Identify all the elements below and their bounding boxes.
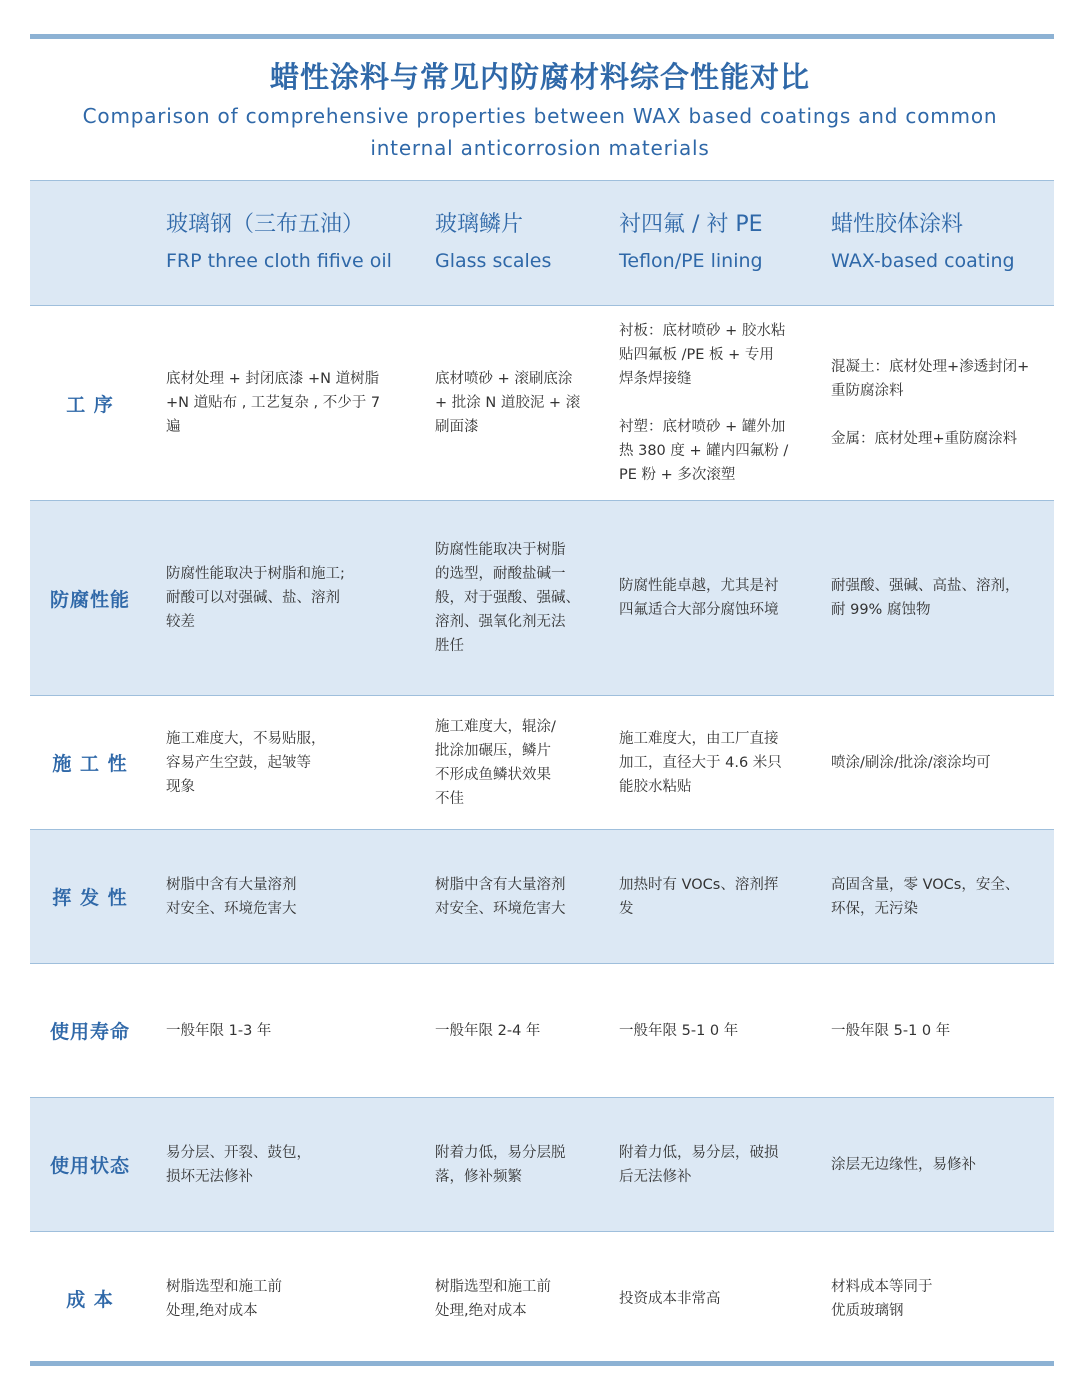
row-label: 挥 发 性	[52, 887, 128, 909]
column-header-teflon-pe	[619, 181, 819, 305]
table-cell: 底材喷砂 + 滚刷底涂 + 批涂 N 道胶泥 + 滚 刷面漆	[435, 371, 581, 435]
table-cell: 一般年限 5-1 0 年	[619, 1022, 739, 1039]
comparison-table	[30, 180, 1054, 1365]
column-header-glass-scales	[435, 181, 605, 305]
table-cell: 施工难度大，由工厂直接 加工，直径大于 4.6 米只 能胶水粘贴	[619, 730, 782, 795]
table-cell: 涂层无边缘性，易修补	[831, 1156, 976, 1173]
row-label: 使用寿命	[49, 1021, 130, 1043]
table-row-cost	[30, 1231, 1054, 1365]
column-header-frp	[166, 181, 416, 305]
column-header-en: Teflon/PE lining	[619, 250, 763, 272]
table-row-service-life	[30, 963, 1054, 1097]
header-corner	[30, 181, 150, 305]
top-rule	[30, 34, 1054, 39]
page-subtitle: Comparison of comprehensive properties between WAX based coatings and common internal anticorrosion materials	[82, 104, 998, 160]
table-row-usage-state	[30, 1097, 1054, 1231]
row-label: 防腐性能	[49, 588, 130, 611]
table-cell: 一般年限 1-3 年	[166, 1022, 272, 1039]
column-header-zh: 玻璃鳞片	[435, 212, 524, 237]
row-label: 使用状态	[49, 1155, 130, 1177]
table-cell: 施工难度大，不易贴服， 容易产生空鼓，起皱等 现象	[166, 730, 326, 795]
column-header-zh: 蜡性胶体涂料	[831, 212, 964, 237]
table-cell: 施工难度大，辊涂/ 批涂加碾压，鳞片 不形成鱼鳞状效果 不佳	[435, 718, 556, 807]
table-cell: 易分层、开裂、鼓包， 损坏无法修补	[166, 1144, 311, 1185]
table-cell: 混凝土：底材处理+渗透封闭+ 重防腐涂料 金属：底材处理+重防腐涂料	[831, 359, 1030, 447]
column-header-en: Glass scales	[435, 250, 552, 272]
table-header-row	[30, 180, 1054, 305]
table-cell: 一般年限 2-4 年	[435, 1022, 541, 1039]
row-label: 工 序	[66, 393, 114, 416]
table-cell: 防腐性能取决于树脂和施工; 耐酸可以对强碱、盐、溶剂 较差	[166, 566, 345, 630]
column-header-wax-coating	[831, 181, 1051, 305]
table-cell: 树脂选型和施工前 处理,绝对成本	[166, 1278, 282, 1319]
table-cell: 一般年限 5-1 0 年	[831, 1022, 951, 1039]
row-label: 成 本	[66, 1289, 114, 1311]
bottom-rule	[30, 1361, 1054, 1366]
table-row-anticorrosion	[30, 500, 1054, 695]
table-cell: 投资成本非常高	[619, 1290, 721, 1307]
table-cell: 附着力低，易分层脱 落，修补频繁	[435, 1144, 566, 1185]
table-cell: 材料成本等同于 优质玻璃钢	[831, 1278, 933, 1319]
column-header-zh: 玻璃钢（三布五油）	[166, 212, 365, 237]
table-row-process	[30, 305, 1054, 500]
column-header-en: FRP three cloth fifive oil	[166, 250, 392, 272]
table-cell: 高固含量，零 VOCs，安全、 环保，无污染	[831, 876, 1020, 917]
table-cell: 喷涂/刷涂/批涂/滚涂均可	[831, 754, 991, 771]
table-cell: 耐强酸、强碱、高盐、溶剂， 耐 99% 腐蚀物	[831, 578, 1020, 618]
table-cell: 底材处理 + 封闭底漆 +N 道树脂 +N 道贴布 , 工艺复杂 , 不少于 7 遍	[166, 371, 381, 435]
table-cell: 加热时有 VOCs、溶剂挥 发	[619, 876, 779, 917]
table-cell: 树脂中含有大量溶剂 对安全、环境危害大	[166, 876, 297, 917]
table-cell: 树脂中含有大量溶剂 对安全、环境危害大	[435, 876, 566, 917]
table-cell: 防腐性能卓越，尤其是衬 四氟适合大部分腐蚀环境	[619, 578, 779, 618]
row-label: 施 工 性	[52, 753, 128, 775]
table-cell: 附着力低，易分层，破损 后无法修补	[619, 1144, 779, 1185]
column-header-zh: 衬四氟 / 衬 PE	[619, 212, 763, 237]
page-title: 蜡性涂料与常见内防腐材料综合性能对比	[269, 60, 810, 94]
column-header-en: WAX-based coating	[831, 250, 1015, 272]
table-cell: 树脂选型和施工前 处理,绝对成本	[435, 1278, 551, 1319]
table-cell: 衬板：底材喷砂 + 胶水粘 贴四氟板 /PE 板 + 专用 焊条焊接缝 衬塑：底材喷砂 + 罐外加 热 380 度 + 罐内四氟粉 / PE 粉 + 多次滚塑	[619, 323, 789, 483]
table-row-volatility	[30, 829, 1054, 963]
table-row-construction	[30, 695, 1054, 829]
table-cell: 防腐性能取决于树脂 的选型，耐酸盐碱一 般，对于强酸、强碱、 溶剂、强氧化剂无法 胜任	[435, 542, 580, 654]
